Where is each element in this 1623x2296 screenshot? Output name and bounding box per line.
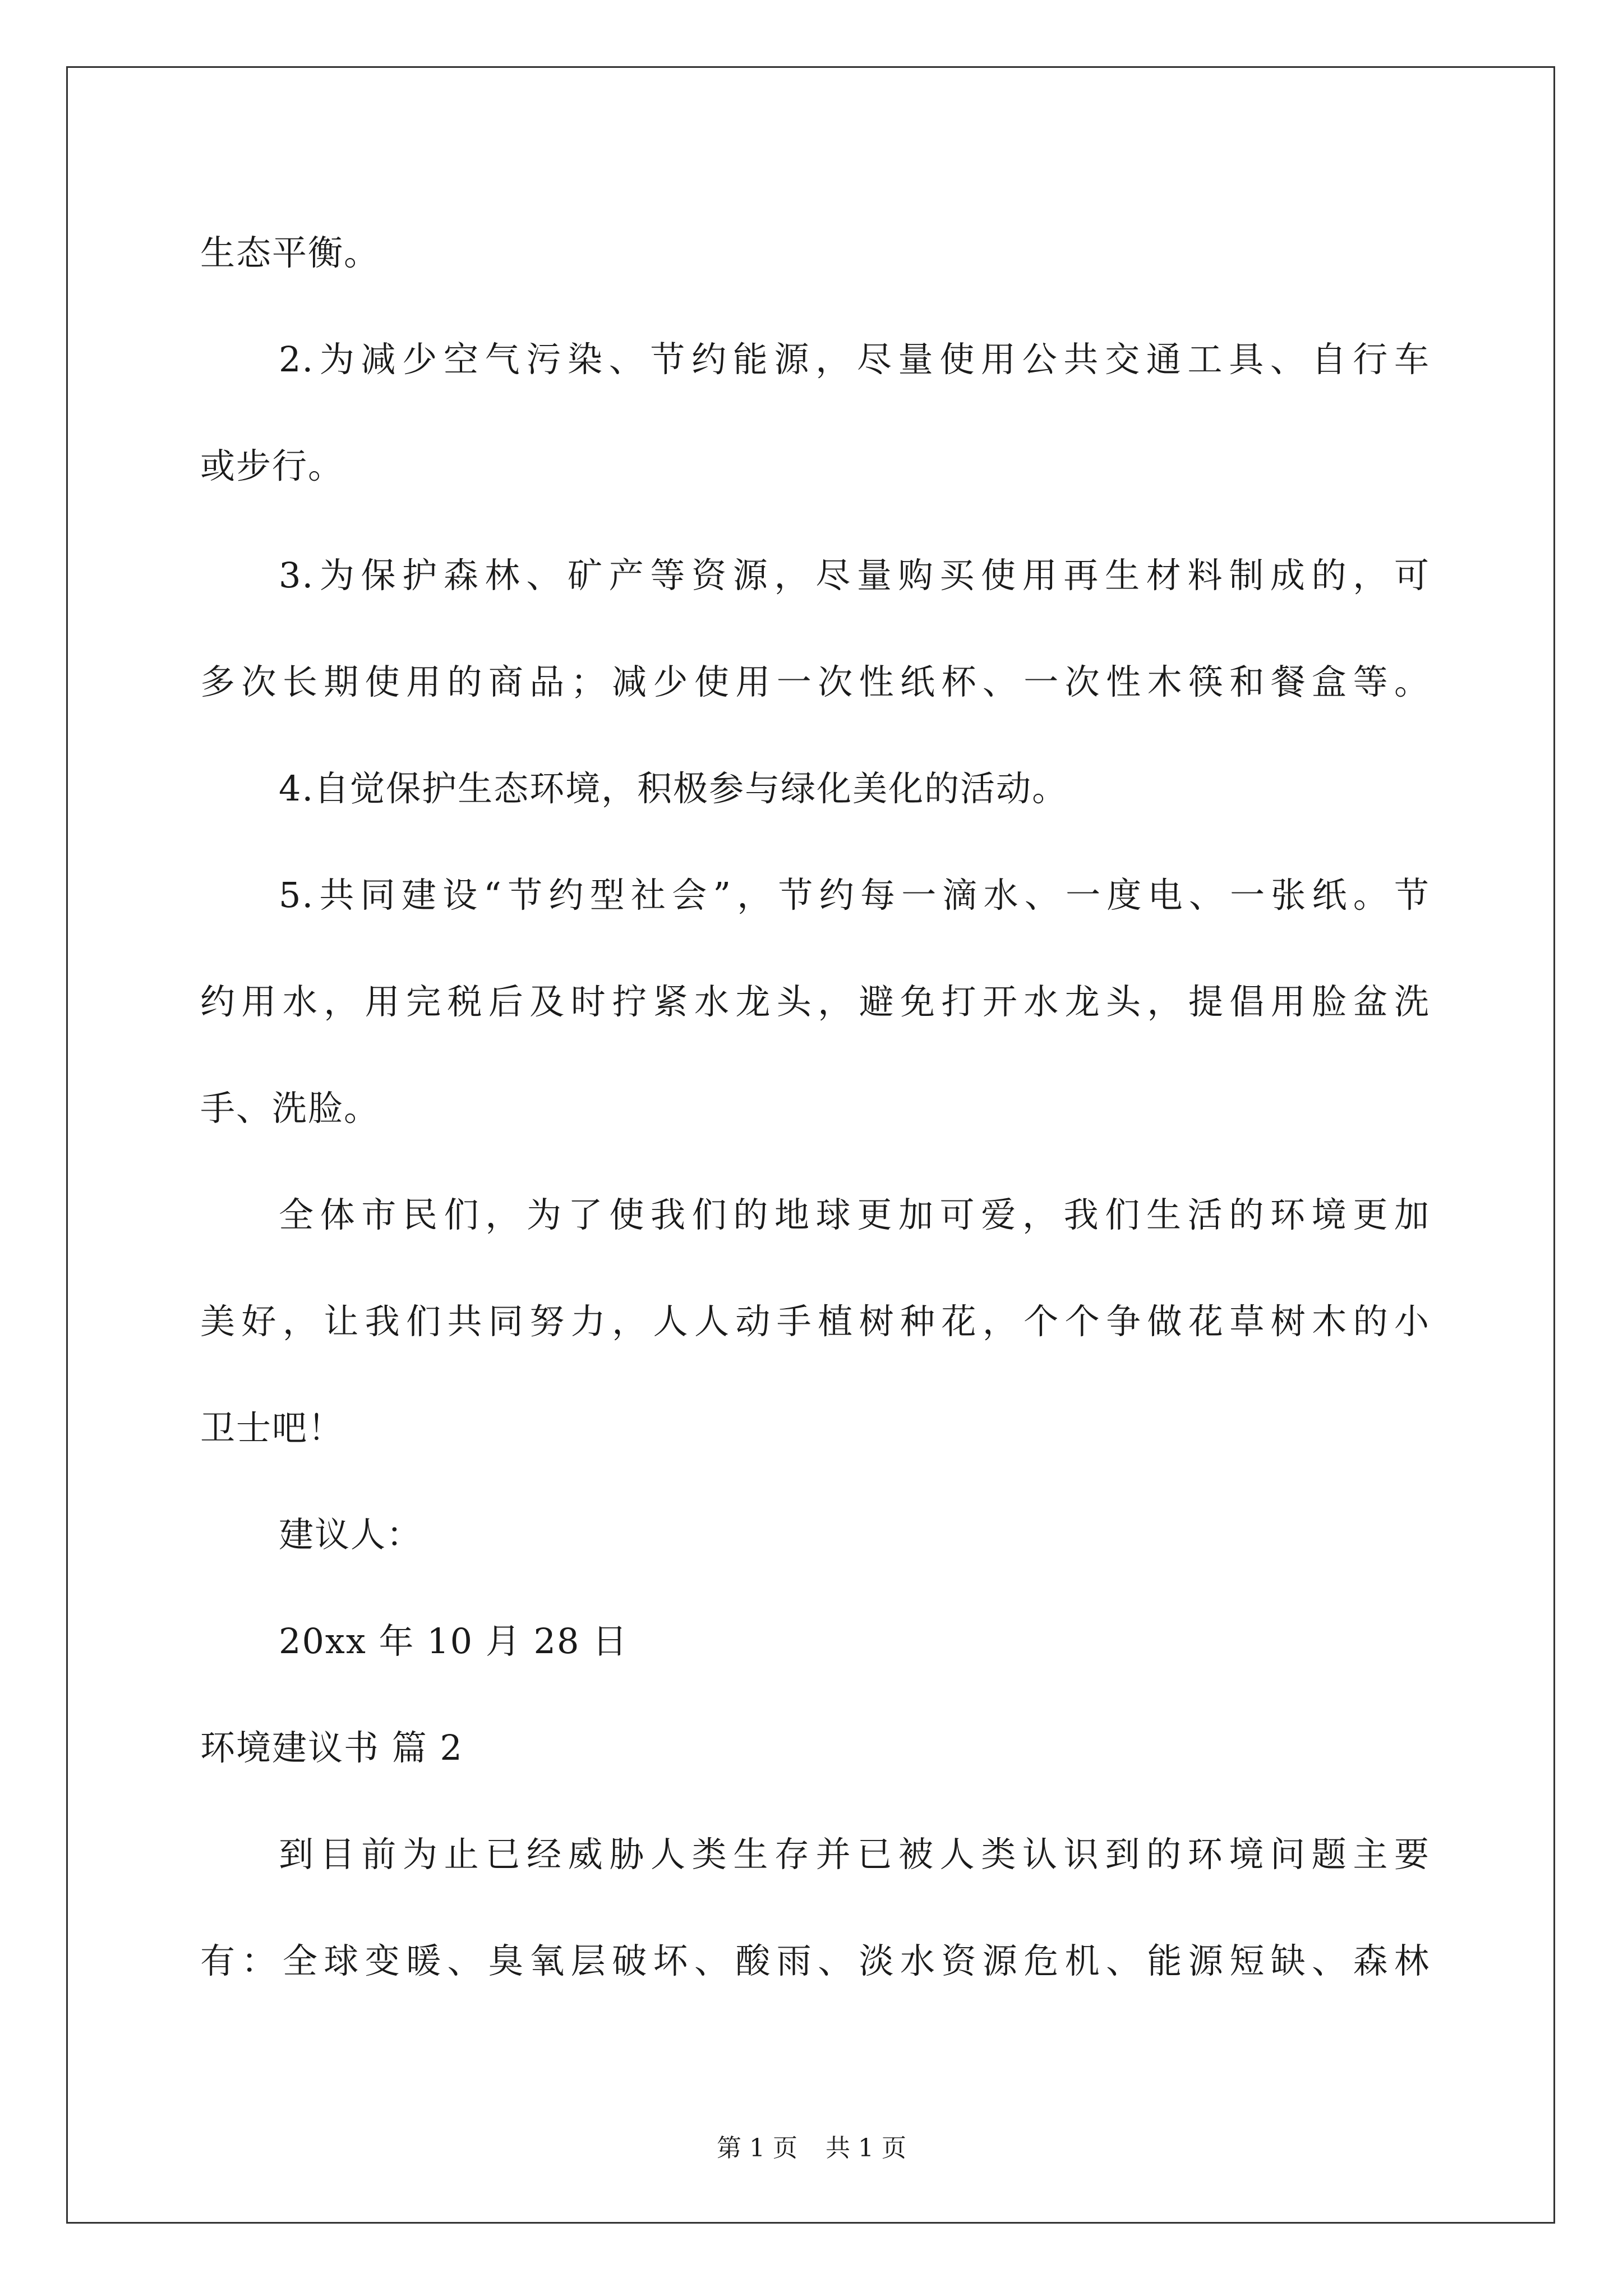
page-border — [66, 66, 1555, 2224]
page-total: 共 1 页 — [826, 2134, 906, 2162]
signature-label: 建议人： — [279, 1514, 423, 1555]
paragraph-line: 手、洗脸。 — [200, 1088, 380, 1129]
paragraph-line: 5.共同建设“节约型社会”，节约每一滴水、一度电、一张纸。节 — [279, 875, 1430, 915]
paragraph-line: 卫士吧！ — [200, 1407, 344, 1448]
paragraph-line: 多次长期使用的商品；减少使用一次性纸杯、一次性木筷和餐盒等。 — [200, 661, 1430, 702]
paragraph-line: 4.自觉保护生态环境，积极参与绿化美化的活动。 — [279, 768, 1068, 809]
paragraph-line: 约用水，用完税后及时拧紧水龙头，避免打开水龙头，提倡用脸盆洗 — [200, 981, 1430, 1022]
paragraph-line: 或步行。 — [200, 445, 344, 486]
paragraph-line: 全体市民们，为了使我们的地球更加可爱，我们生活的环境更加 — [279, 1194, 1430, 1235]
date-line: 20xx 年 10 月 28 日 — [279, 1621, 629, 1662]
paragraph-line: 3.为保护森林、矿产等资源，尽量购买使用再生材料制成的，可 — [279, 555, 1430, 596]
paragraph-line: 有：全球变暖、臭氧层破坏、酸雨、淡水资源危机、能源短缺、森林 — [200, 1940, 1430, 1981]
page-footer — [0, 2136, 1623, 2161]
paragraph-line: 美好，让我们共同努力，人人动手植树种花，个个争做花草树木的小 — [200, 1301, 1430, 1342]
page-number: 第 1 页 — [717, 2134, 797, 2162]
paragraph-line: 2.为减少空气污染、节约能源，尽量使用公共交通工具、自行车 — [279, 339, 1430, 380]
paragraph-line: 到目前为止已经威胁人类生存并已被人类认识到的环境问题主要 — [279, 1834, 1430, 1875]
section-heading: 环境建议书 篇 2 — [200, 1727, 463, 1768]
paragraph-line: 生态平衡。 — [200, 232, 380, 273]
